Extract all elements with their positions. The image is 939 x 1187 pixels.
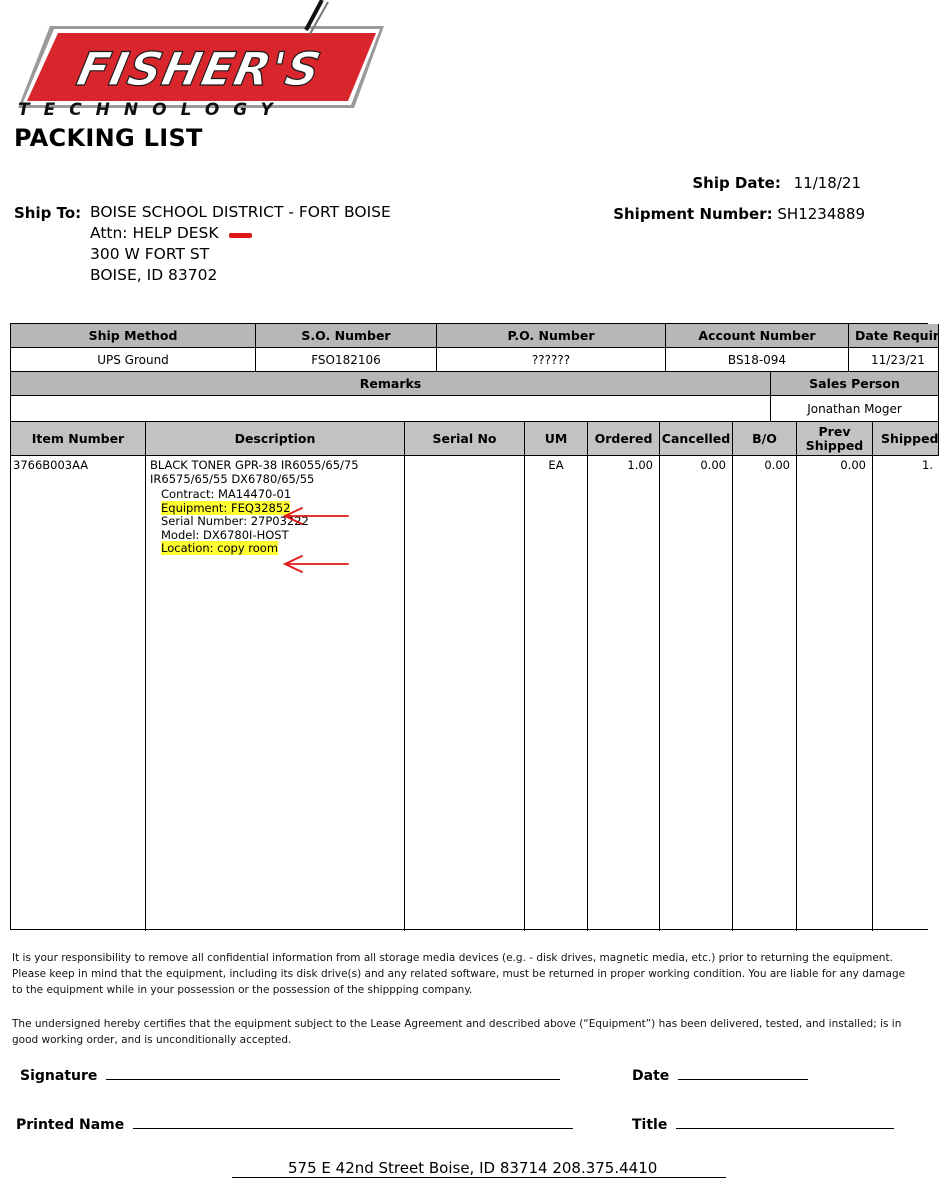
ship-date-label: Ship Date: xyxy=(692,174,781,192)
ship-to-line: BOISE SCHOOL DISTRICT - FORT BOISE xyxy=(90,203,391,221)
contract-text: Contract: MA14470-01 xyxy=(161,487,292,501)
legal-paragraph-1: It is your responsibility to remove all confidential information from all storage media devices (e.g. - disk drives, magnetic media, etc.) prior to returning the equipment. Please keep in mind that the equipment, including its disk drive(s) and any related software, must be returned in proper working condition. You are liable for any damage to the equipment while in your possession or the possession of the shippping company. xyxy=(12,952,906,996)
footer-address: 575 E 42nd Street Boise, ID 83714 208.375.4410 xyxy=(232,1159,726,1178)
printed-name-row xyxy=(16,1117,573,1133)
signature-label: Signature xyxy=(20,1068,98,1084)
so-number-value: FSO182106 xyxy=(256,348,437,372)
prev-shipped-header: Prev Shipped xyxy=(797,422,873,456)
equipment-line xyxy=(161,502,400,516)
item-number-header: Item Number xyxy=(11,422,146,456)
cancelled-header: Cancelled xyxy=(660,422,733,456)
serial-number-line: Serial Number: 27P03222 xyxy=(161,514,309,528)
title-row xyxy=(632,1117,894,1133)
serial-no-header: Serial No xyxy=(405,422,525,456)
bo-value: 0.00 xyxy=(764,458,790,472)
table-row-cancelled xyxy=(660,456,733,931)
logo-tagline: TECHNOLOGY xyxy=(18,100,287,120)
location-line xyxy=(161,542,400,556)
ship-to-line: BOISE, ID 83702 xyxy=(90,266,218,284)
logo-wordmark: FISHER'S xyxy=(72,42,327,96)
prev-shipped-value: 0.00 xyxy=(840,458,866,472)
so-number-header: S.O. Number xyxy=(256,324,437,348)
legal-paragraph-2: The undersigned hereby certifies that the equipment subject to the Lease Agreement and described above (“Equipment”) has been delivered, tested, and installed; is in good working order, and is unconditionally accepted. xyxy=(12,1018,902,1046)
ship-date-value: 11/18/21 xyxy=(793,174,861,192)
table-row-description xyxy=(146,456,405,931)
cancelled-value: 0.00 xyxy=(700,458,726,472)
location-highlight: Location: copy room xyxy=(161,541,279,555)
contract-line xyxy=(161,488,400,502)
title-label: Title xyxy=(632,1117,668,1133)
model-line: Model: DX6780I-HOST xyxy=(161,527,289,542)
table-row-serial-no xyxy=(405,456,525,931)
signature-row xyxy=(20,1068,560,1084)
ship-method-value: UPS Ground xyxy=(11,348,256,372)
ordered-value: 1.00 xyxy=(627,458,653,472)
ship-to-line-attn xyxy=(90,223,391,244)
date-required-value: 11/23/21 xyxy=(849,348,939,372)
shipment-number-label: Shipment Number: xyxy=(613,205,773,223)
table-row-bo xyxy=(733,456,797,931)
red-arrow-annotations xyxy=(282,507,352,575)
shipped-header: Shipped xyxy=(873,422,939,456)
printed-name-line[interactable] xyxy=(133,1117,573,1129)
shipment-number-value: SH1234889 xyxy=(777,205,865,223)
po-number-value: ?????? xyxy=(437,348,666,372)
printed-name-label: Printed Name xyxy=(16,1117,125,1133)
table-row-ordered xyxy=(588,456,660,931)
remarks-header: Remarks xyxy=(11,372,771,396)
description-header: Description xyxy=(146,422,405,456)
account-number-value: BS18-094 xyxy=(666,348,849,372)
title-line[interactable] xyxy=(676,1117,894,1129)
date-row xyxy=(632,1068,808,1084)
ordered-header: Ordered xyxy=(588,422,660,456)
table-row-um xyxy=(525,456,588,931)
packing-table xyxy=(10,323,939,930)
date-required-header: Date Requir xyxy=(849,324,939,348)
ship-to-line: 300 W FORT ST xyxy=(90,245,210,263)
signature-line[interactable] xyxy=(106,1068,560,1080)
shipment-number xyxy=(613,205,865,223)
ship-method-header: Ship Method xyxy=(11,324,256,348)
table-row-item-number xyxy=(11,456,146,931)
red-annotation-mark xyxy=(229,233,252,238)
equipment-highlight: Equipment: FEQ32852 xyxy=(161,500,291,515)
um-header: UM xyxy=(525,422,588,456)
description-line: IR6575/65/55 DX6780/65/55 xyxy=(150,472,315,486)
sales-person-value: Jonathan Moger xyxy=(771,396,939,422)
po-number-header: P.O. Number xyxy=(437,324,666,348)
account-number-header: Account Number xyxy=(666,324,849,348)
item-number: 3766B003AA xyxy=(13,458,89,472)
ship-to-label: Ship To: xyxy=(14,204,82,222)
page-title: PACKING LIST xyxy=(14,124,203,152)
um-value: EA xyxy=(548,458,564,472)
remarks-value xyxy=(11,396,771,422)
table-row-shipped xyxy=(873,456,939,931)
sales-person-header: Sales Person xyxy=(771,372,939,396)
ship-date xyxy=(692,174,861,192)
ship-to-address xyxy=(90,202,391,286)
table-row-prev-shipped xyxy=(797,456,873,931)
date-line[interactable] xyxy=(678,1068,808,1080)
bo-header: B/O xyxy=(733,422,797,456)
description-line: BLACK TONER GPR-38 IR6055/65/75 xyxy=(150,458,359,472)
date-label: Date xyxy=(632,1068,670,1084)
ship-to-line: Attn: HELP DESK xyxy=(90,224,219,242)
shipped-value: 1. xyxy=(922,458,933,472)
